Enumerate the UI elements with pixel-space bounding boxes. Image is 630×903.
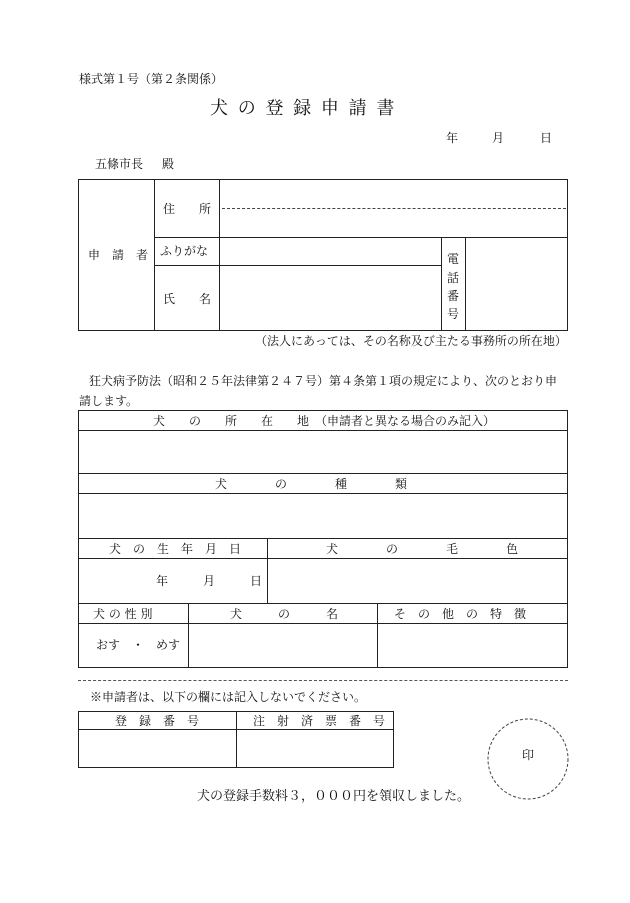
page-title: 犬 の 登 録 申 請 書 xyxy=(210,98,397,119)
certificate-number-header: 注 射 済 票 番 号 xyxy=(253,714,386,728)
form-number: 様式第１号（第２条関係） xyxy=(79,72,224,86)
dog-breed-header: 犬 の 種 類 xyxy=(215,477,408,491)
phone-label-4: 号 xyxy=(446,307,459,321)
phone-label-2: 話 xyxy=(446,271,459,285)
birth-month-label: 月 xyxy=(203,574,216,588)
office-use-note: ※申請者は、以下の欄には記入しないでください。 xyxy=(90,690,367,704)
dog-info-table xyxy=(78,410,568,668)
addressee-honorific: 殿 xyxy=(162,157,175,171)
statement-line-1: 狂犬病予防法（昭和２５年法律第２４７号）第４条第１項の規定により、次のとおり申 xyxy=(89,374,558,388)
date-day-label: 日 xyxy=(540,131,553,145)
furigana-label: ふりがな xyxy=(160,244,209,258)
dog-features-header: そ の 他 の 特 徴 xyxy=(394,607,527,621)
statement-line-2: 請します。 xyxy=(79,394,139,408)
applicant-label: 申 請 者 xyxy=(88,248,149,262)
office-use-divider xyxy=(78,680,568,681)
dog-coat-color-header: 犬 の 毛 色 xyxy=(326,542,519,556)
address-label: 住 所 xyxy=(163,202,212,216)
addressee-name: 五條市長 xyxy=(95,157,144,171)
phone-label-1: 電 xyxy=(446,252,459,266)
registration-number-header: 登 録 番 号 xyxy=(115,714,200,728)
name-label: 氏 名 xyxy=(163,292,212,306)
dog-birthdate-header: 犬 の 生 年 月 日 xyxy=(109,542,242,556)
seal-label: 印 xyxy=(522,748,535,762)
dog-name-header: 犬 の 名 xyxy=(230,607,339,621)
date-month-label: 月 xyxy=(492,131,505,145)
dog-sex-options[interactable]: おす ・ めす xyxy=(96,638,181,652)
date-year-label: 年 xyxy=(446,131,459,145)
birth-year-label: 年 xyxy=(156,574,169,588)
dog-sex-header: 犬 の 性 別 xyxy=(93,607,153,621)
phone-label-3: 番 xyxy=(446,289,459,303)
fee-receipt-text: 犬の登録手数料３，０００円を領収しました。 xyxy=(197,789,471,804)
dog-location-header: 犬 の 所 在 地 （申請者と異なる場合のみ記入） xyxy=(153,414,496,428)
birth-day-label: 日 xyxy=(250,574,263,588)
corporate-note: （法人にあっては、その名称及び主たる事務所の所在地） xyxy=(255,334,567,348)
applicant-table xyxy=(78,179,568,331)
